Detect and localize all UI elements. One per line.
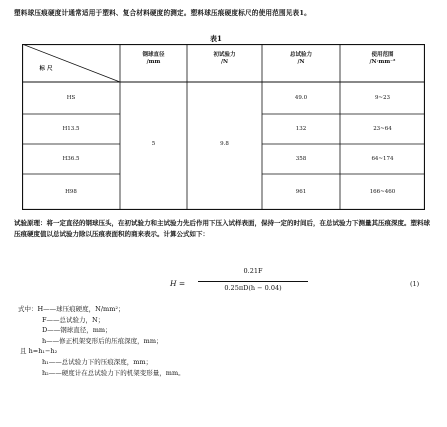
hardness-scale-table [22,44,425,210]
row-total-h36-5: 358 [295,156,307,162]
definition-f: F——总试验力，N； [42,315,105,324]
header-scale: 标 尺 [39,66,53,72]
row-scale-h36-5: H36.5 [62,156,80,162]
symbol-definitions [18,304,185,378]
principle-paragraph: 试验原理：将一定直径的钢球压头，在初试验力和主试验力先后作用下压入试样表面，保持一定的时间后，在总试验力下测量其压痕深度。塑料球压痕硬度值以总试验力除以压痕表面积的商来表示。计算公式如下： [14,219,430,238]
initial-force-value: 9.8 [220,141,229,147]
definition-h2: h₂——硬度计在总试验力下的机架变形量，mm。 [42,368,185,377]
equation-number: (1) [410,280,420,288]
definition-h: 式中：H——球压痕硬度，N/mm²； [18,305,125,313]
header-ball-diameter-line1: 钢球直径 [142,52,165,58]
row-scale-hs: HS [66,95,76,101]
header-total-force [262,52,340,66]
definition-d: D——钢球直径，mm； [42,326,112,335]
header-range-line2: /N·mm⁻² [369,59,396,65]
definition-relation: 且 h=h₁−h₂ [20,347,58,356]
row-range-h98: 166~460 [369,189,396,195]
intro-paragraph: 塑料球压痕硬度计通常适用于塑料、复合材料硬度的测定。塑料球压痕硬度标尺的使用范围见表1。 [14,9,311,17]
hardness-formula [156,260,336,300]
header-total-force-line1: 总试验力 [289,52,312,58]
row-range-h13-5: 23~64 [373,126,392,132]
row-range-hs: 9~23 [374,95,391,101]
header-initial-force-line1: 初试验力 [213,52,236,58]
header-initial-force-line2: /N [220,59,229,65]
row-range-h36-5: 64~174 [371,156,394,162]
header-ball-diameter [120,52,187,66]
definition-h1: h₁——总试验力下的压痕深度，mm； [42,357,153,366]
definition-h-corrected: h——修正机架变形后的压痕深度，mm； [42,336,163,345]
row-total-h13-5: 132 [295,126,307,132]
header-range-line1: 使用范围 [371,52,394,58]
ball-diameter-value: 5 [151,141,156,147]
row-scale-h13-5: H13.5 [62,126,80,132]
fraction-bar [198,281,308,282]
row-total-hs: 49.0 [294,95,308,101]
header-range [340,52,425,66]
row-total-h98: 961 [295,189,307,195]
row-scale-h98: H98 [65,189,77,195]
formula-numerator: 0.21F [243,267,263,275]
header-ball-diameter-line2: /mm [146,59,161,65]
header-total-force-line2: /N [297,59,305,65]
table-caption: 表1 [210,34,222,43]
formula-denominator: 0.25πD(h − 0.04) [224,284,282,292]
formula-lhs: H = [170,279,186,288]
header-initial-force [187,52,262,66]
